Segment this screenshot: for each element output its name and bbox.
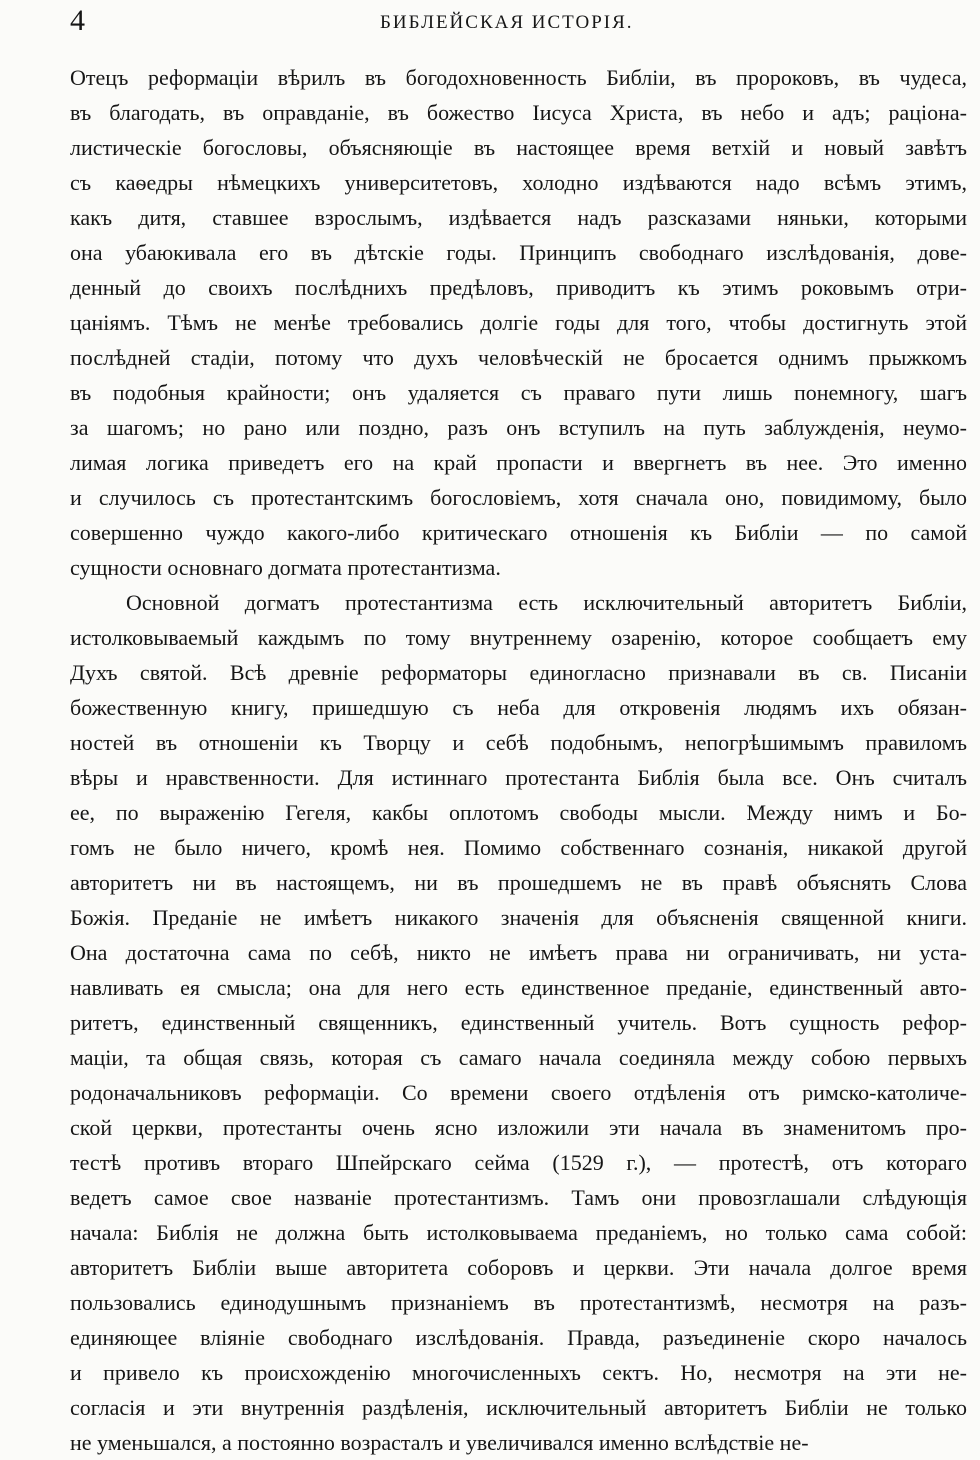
text-line: маціи, та общая связь, которая съ самаго начала соединяла между собою первыхъ xyxy=(70,1045,967,1070)
body-text xyxy=(70,60,967,1460)
text-line: навливать ея смысла; она для него есть единственное преданіе, единственный авто- xyxy=(70,975,967,1000)
text-line: Божія. Преданіе не имѣетъ никакого значенія для объясненія священной книги. xyxy=(70,905,967,930)
text-line: листическіе богословы, объясняющіе въ настоящее время ветхій и новый завѣтъ xyxy=(70,135,967,160)
text-line: гомъ не было ничего, кромѣ нея. Помимо собственнаго сознанія, никакой другой xyxy=(70,835,967,860)
text-line: авторитетъ Библіи выше авторитета соборовъ и церкви. Эти начала долгое время xyxy=(70,1255,967,1280)
paragraph-1 xyxy=(70,60,967,585)
text-line: съ каѳедры нѣмецкихъ университетовъ, холодно издѣваются надо всѣмъ этимъ, xyxy=(70,170,967,195)
paragraph-2 xyxy=(70,585,967,1460)
text-line: авторитетъ ни въ настоящемъ, ни въ прошедшемъ не въ правѣ объяснять Слова xyxy=(70,870,967,895)
page-number: 4 xyxy=(70,4,85,37)
text-line: Духъ святой. Всѣ древніе реформаторы единогласно признавали въ св. Писаніи xyxy=(70,660,967,685)
text-line: ритетъ, единственный священникъ, единственный учитель. Вотъ сущность рефор- xyxy=(70,1010,967,1035)
text-line: не уменьшался, а постоянно возрасталъ и увеличивался именно вслѣдствіе не- xyxy=(70,1430,809,1455)
text-line: пользовались единодушнымъ признаніемъ въ протестантизмѣ, несмотря на разъ- xyxy=(70,1290,967,1315)
text-line: ведетъ самое свое названіе протестантизмъ. Тамъ они провозглашали слѣдующія xyxy=(70,1185,967,1210)
text-line: вѣры и нравственности. Для истиннаго протестанта Библія была все. Онъ считалъ xyxy=(70,765,967,790)
text-line: божественную книгу, пришедшую съ неба для откровенія людямъ ихъ обязан- xyxy=(70,695,967,720)
text-line: единяющее вліяніе свободнаго изслѣдованія. Правда, разъединеніе скоро началось xyxy=(70,1325,967,1350)
text-line: тестѣ противъ втораго Шпейрскаго сейма (1529 г.), — протестѣ, отъ котораго xyxy=(70,1150,967,1175)
text-line: въ благодать, въ оправданіе, въ божество Іисуса Христа, въ небо и адъ; раціона- xyxy=(70,100,967,125)
text-line: ее, по выраженію Гегеля, какбы оплотомъ свободы мысли. Между нимъ и Бо- xyxy=(70,800,967,825)
text-line: за шагомъ; но рано или поздно, разъ онъ вступилъ на путь заблужденія, неумо- xyxy=(70,415,967,440)
text-line: и привело къ происхожденію многочисленныхъ сектъ. Но, несмотря на эти не- xyxy=(70,1360,967,1385)
text-line: совершенно чуждо какого-либо критическаго отношенія къ Библіи — по самой xyxy=(70,520,967,545)
text-line: Основной догматъ протестантизма есть исключительный авторитетъ Библіи, xyxy=(126,590,967,615)
text-line: она убаюкивала его въ дѣтскіе годы. Принципъ свободнаго изслѣдованія, дове- xyxy=(70,240,967,265)
text-line: начала: Библія не должна быть истолковываема преданіемъ, но только сама собой: xyxy=(70,1220,967,1245)
text-line: какъ дитя, ставшее взрослымъ, издѣвается надъ разсказами няньки, которыми xyxy=(70,205,967,230)
text-line: денный до своихъ послѣднихъ предѣловъ, приводитъ къ этимъ роковымъ отри- xyxy=(70,275,967,300)
text-line: ностей въ отношеніи къ Творцу и себѣ подобнымъ, непогрѣшимымъ правиломъ xyxy=(70,730,967,755)
text-line: ской церкви, протестанты очень ясно изложили эти начала въ знаменитомъ про- xyxy=(70,1115,967,1140)
text-line: родоначальниковъ реформаціи. Со времени своего отдѣленія отъ римско-католиче- xyxy=(70,1080,967,1105)
text-line: сущности основнаго догмата протестантизма. xyxy=(70,555,501,580)
text-line: Она достаточна сама по себѣ, никто не имѣетъ права ни ограничивать, ни уста- xyxy=(70,940,967,965)
text-line: истолковываемый каждымъ по тому внутреннему озаренію, которое сообщаетъ ему xyxy=(70,625,967,650)
text-line: послѣдней стадіи, потому что духъ человѣческій не бросается однимъ прыжкомъ xyxy=(70,345,967,370)
text-line: Отецъ реформаціи вѣрилъ въ богодохновенность Библіи, въ пророковъ, въ чудеса, xyxy=(70,65,967,90)
text-line: согласія и эти внутреннія раздѣленія, исключительный авторитетъ Библіи не только xyxy=(70,1395,967,1420)
text-line: лимая логика приведетъ его на край пропасти и ввергнетъ въ нее. Это именно xyxy=(70,450,967,475)
text-line: и случилось съ протестантскимъ богословіемъ, хотя сначала оно, повидимому, было xyxy=(70,485,967,510)
text-line: въ подобныя крайности; онъ удаляется съ праваго пути лишь понемногу, шагъ xyxy=(70,380,967,405)
running-title: БИБЛЕЙСКАЯ ИСТОРІЯ. xyxy=(380,12,634,33)
text-line: цаніямъ. Тѣмъ не менѣе требовались долгіе годы для того, чтобы достигнуть этой xyxy=(70,310,967,335)
running-head xyxy=(0,0,980,40)
